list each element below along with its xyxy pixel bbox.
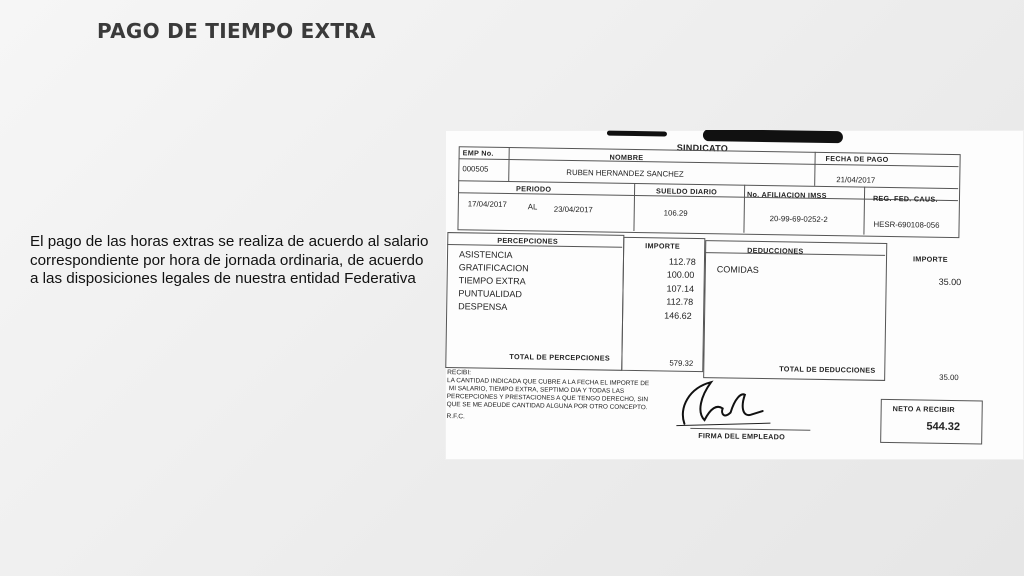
label-reg-fed: REG. FED. CAUS.	[872, 193, 938, 204]
label-nombre: NOMBRE	[609, 152, 644, 163]
percepcion-concepto: ASISTENCIA	[458, 249, 513, 261]
value-sueldo-diario: 106.29	[663, 208, 688, 218]
percepcion-concepto: GRATIFICACION	[458, 262, 529, 274]
legal-line: QUE SE ME ADEUDE CANTIDAD ALGUNA POR OTRO CONCEPTO.	[446, 401, 648, 412]
legal-line: LA CANTIDAD INDICADA QUE CUBRE A LA FECHA EL IMPORTE DE	[447, 377, 650, 388]
label-sueldo-diario: SUELDO DIARIO	[656, 186, 718, 197]
percepcion-concepto: DESPENSA	[458, 301, 508, 312]
value-periodo-desde: 17/04/2017	[467, 199, 507, 209]
percepcion-importe: 112.78	[668, 256, 696, 267]
payroll-receipt-image	[445, 130, 1024, 460]
percepcion-concepto: TIEMPO EXTRA	[458, 275, 526, 287]
value-emp-no: 000505	[462, 164, 489, 174]
label-total-percepciones: TOTAL DE PERCEPCIONES	[509, 352, 611, 363]
label-neto: NETO A RECIBIR	[892, 404, 955, 415]
legal-line: MI SALARIO, TIEMPO EXTRA, SEPTIMO DIA Y TODAS LAS	[448, 385, 625, 395]
value-fecha-pago: 21/04/2017	[836, 175, 876, 185]
percepcion-importe: 107.14	[666, 283, 695, 294]
label-firma: FIRMA DEL EMPLEADO	[698, 431, 786, 442]
deduccion-importe: 35.00	[938, 276, 962, 288]
employee-signature-icon	[670, 378, 781, 432]
value-total-deducciones: 35.00	[939, 372, 959, 383]
percepcion-importe: 146.62	[664, 310, 692, 321]
receipt-header: SINDICATO	[676, 142, 729, 154]
legal-line: PERCEPCIONES Y PRESTACIONES A QUE TENGO DERECHO, SIN	[446, 393, 649, 404]
label-afiliacion: No. AFILIACION IMSS	[746, 189, 827, 201]
label-importe-percepciones: IMPORTE	[645, 241, 681, 251]
value-nombre: RUBEN HERNANDEZ SANCHEZ	[566, 167, 684, 179]
value-total-percepciones: 579.32	[669, 358, 694, 368]
value-rfc: HESR-690108-056	[873, 219, 940, 230]
label-fecha-pago: FECHA DE PAGO	[825, 153, 889, 164]
label-recibi: RECIBI:	[447, 369, 472, 377]
label-rfc: R.F.C.	[446, 413, 465, 421]
percepcion-importe: 112.78	[666, 296, 694, 307]
slide-body-text: El pago de las horas extras se realiza de acuerdo al salario correspondiente por hora de jornada ordinaria, de acuerdo a las disposiciones legales de nuestra entidad Federativa	[30, 233, 429, 287]
value-neto: 544.32	[926, 420, 961, 434]
label-periodo: PERIODO	[516, 184, 552, 194]
percepcion-concepto: PUNTUALIDAD	[458, 288, 523, 300]
deducciones-box	[703, 240, 887, 381]
redaction-mark	[607, 131, 667, 137]
value-afiliacion: 20-99-69-0252-2	[769, 214, 828, 225]
label-total-deducciones: TOTAL DE DEDUCCIONES	[779, 364, 876, 375]
label-emp-no: EMP No.	[462, 148, 494, 158]
label-al: AL	[527, 202, 538, 212]
label-deducciones: DEDUCCIONES	[747, 245, 804, 256]
label-percepciones: PERCEPCIONES	[497, 235, 559, 246]
percepcion-importe: 100.00	[666, 269, 695, 280]
value-periodo-hasta: 23/04/2017	[553, 204, 593, 215]
slide-title: PAGO DE TIEMPO EXTRA	[97, 19, 376, 43]
label-importe-deducciones: IMPORTE	[912, 254, 948, 264]
deduccion-concepto: COMIDAS	[716, 264, 759, 275]
redaction-mark	[703, 130, 843, 143]
